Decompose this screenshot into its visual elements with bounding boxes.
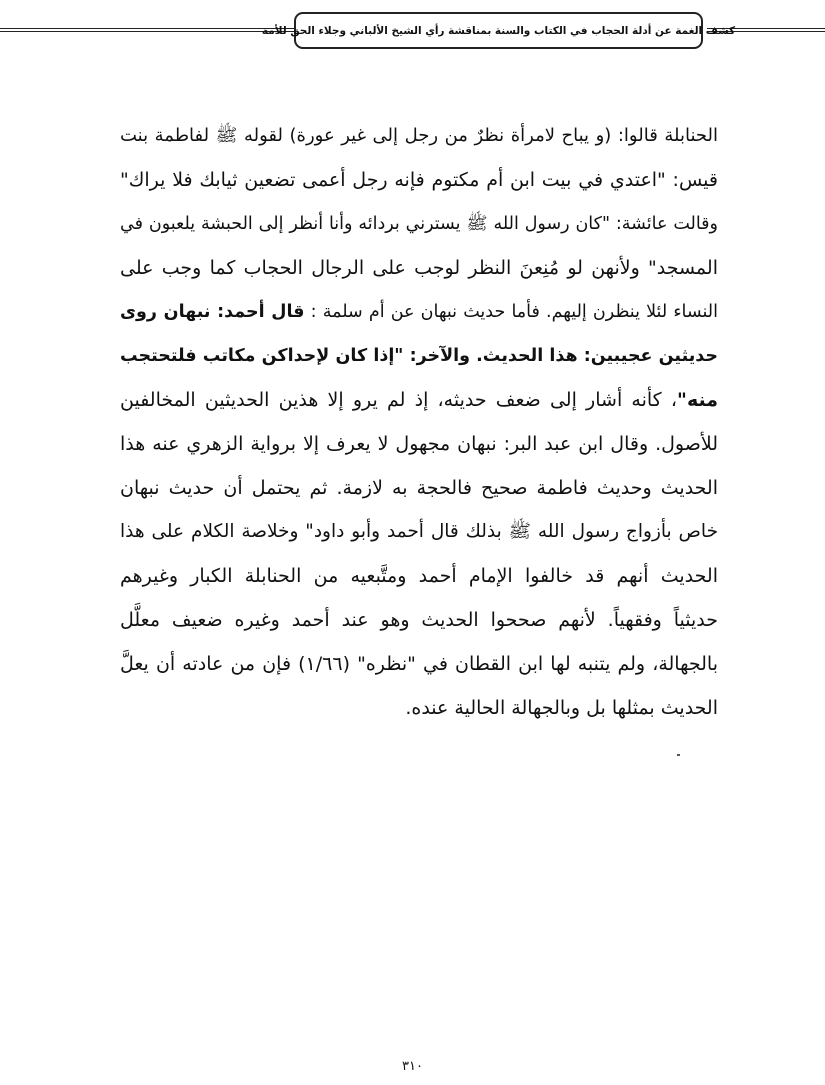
text-line (120, 686, 718, 730)
text-line (120, 334, 718, 378)
line-text: الحديث أنهم قد خالفوا الإمام أحمد ومتَّبعيه من الحنابلة الكبار وغيرهم (120, 565, 718, 587)
text-line (120, 642, 718, 686)
line-text: بالجهالة، ولم يتنبه لها ابن القطان في "نظره" (١/٦٦) فإن من عادته أن يعلَّ (120, 653, 718, 675)
bold-quote: حديثين عجيبين: هذا الحديث. والآخر: "إذا كان لإحداكن مكاتب فلتحتجب (120, 346, 718, 366)
line-text: خاص بأزواج رسول الله ﷺ بذلك قال أحمد وأبو داود" وخلاصة الكلام على هذا (120, 521, 718, 542)
bold-quote: منه" (677, 389, 718, 411)
line-text: وقالت عائشة: "كان رسول الله ﷺ يسترني بردائه وأنا أنظر إلى الحبشة يلعبون في (120, 214, 718, 234)
header-rule-left (0, 28, 294, 29)
text-line (120, 290, 718, 334)
text-line (120, 422, 718, 466)
line-text: للأصول. وقال ابن عبد البر: نبهان مجهول لا يعرف إلا برواية الزهري عنه هذا (120, 433, 718, 455)
line-text: ، كأنه أشار إلى ضعف حديثه، إذ لم يرو إلا هذين الحديثين المخالفين (120, 389, 678, 411)
bold-quote: قال أحمد: نبهان روى (120, 302, 305, 322)
line-text: قيس: "اعتدي في بيت ابن أم مكتوم فإنه رجل أعمى تضعين ثيابك فلا يراك" (120, 169, 718, 191)
text-line (120, 114, 718, 158)
text-line (120, 598, 718, 642)
text-line (120, 158, 718, 202)
line-text: حديثياً وفقهياً. لأنهم صححوا الحديث وهو عند أحمد وغيره ضعيف معلَّل (120, 609, 718, 631)
text-line (120, 202, 718, 246)
page-number: ٣١٠ (402, 1059, 423, 1074)
text-line (120, 466, 718, 510)
text-line (120, 246, 718, 290)
running-header (261, 12, 736, 49)
line-text: النساء لئلا ينظرن إليهم. فأما حديث نبهان عن أم سلمة : (304, 302, 718, 322)
line-text: الحديث وحديث فاطمة صحيح فالحجة به لازمة. ثم يحتمل أن حديث نبهان (120, 477, 718, 499)
line-text: الحنابلة قالوا: (و يباح لامرأة نظرٌ من رجل إلى غير عورة) لقوله ﷺ لفاطمة بنت (120, 125, 718, 146)
page-text (120, 114, 718, 730)
text-line (120, 378, 718, 422)
line-text: المسجد" ولأنهن لو مُنِعنَ النظر لوجب على الرجال الحجاب كما وجب على (120, 257, 718, 279)
book-title: كشف الغمة عن أدلة الحجاب في الكتاب والسنة بمناقشة رأي الشيخ الألباني وجلاء الحق للأمة (261, 24, 736, 37)
stray-mark (677, 754, 680, 756)
line-text: الحديث بمثلها بل وبالجهالة الحالية عنده. (405, 697, 718, 719)
text-line (120, 554, 718, 598)
text-line (120, 510, 718, 554)
